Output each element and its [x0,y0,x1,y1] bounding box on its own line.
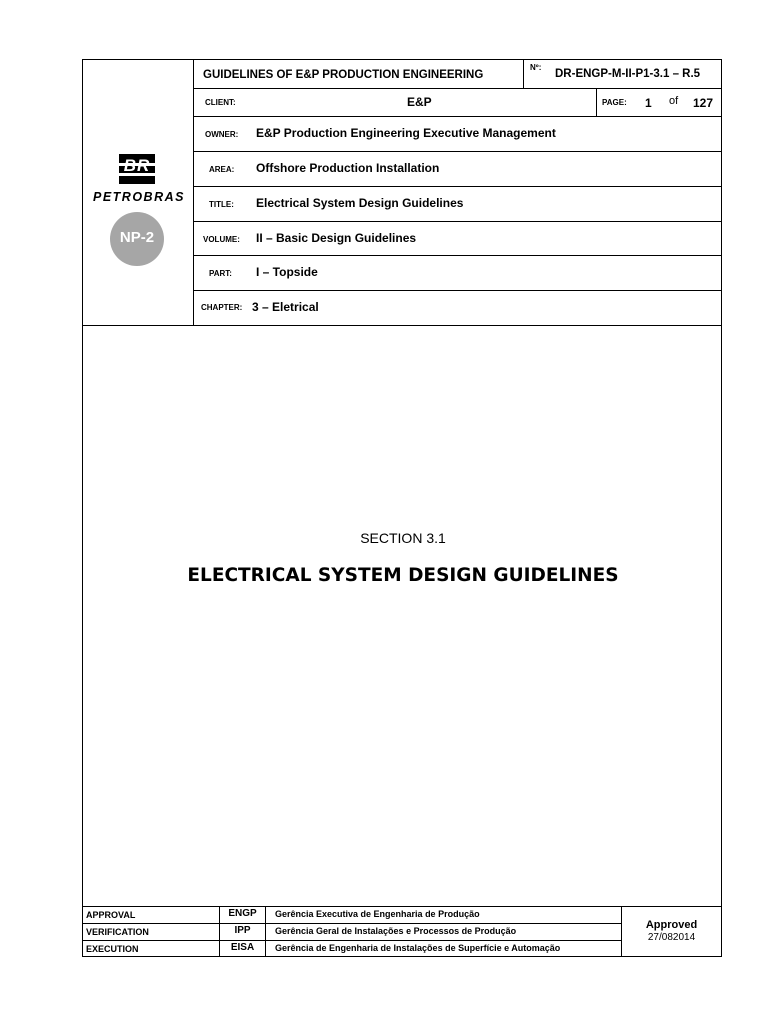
number-label: Nº: [530,63,542,72]
owner-label: OWNER: [205,130,239,139]
approval-code: ENGP [228,908,257,919]
approval-role: APPROVAL [86,910,136,920]
part-value: I – Topside [256,265,318,279]
area-value: Offshore Production Installation [256,161,440,175]
verification-role: VERIFICATION [86,927,149,937]
execution-role: EXECUTION [86,944,139,954]
document-frame [82,59,722,957]
br-logo-text: BR [123,156,151,175]
approval-desc: Gerência Executiva de Engenharia de Produção [275,909,480,919]
header-title: GUIDELINES OF E&P PRODUCTION ENGINEERING [203,69,484,81]
logo-area [83,60,193,325]
client-label: CLIENT: [205,98,236,107]
area-label: AREA: [209,165,235,174]
document-number: DR-ENGP-M-II-P1-3.1 – R.5 [555,68,701,80]
page-current: 1 [645,96,652,110]
part-label: PART: [209,269,232,278]
br-logo [119,154,155,184]
execution-desc: Gerência de Engenharia de Instalações de Superfície e Automação [275,943,561,953]
title-value: Electrical System Design Guidelines [256,196,464,210]
chapter-value: 3 – Eletrical [252,300,319,314]
page-total: 127 [693,96,714,110]
approval-date: 27/082014 [647,932,696,943]
verification-code: IPP [234,925,251,936]
np2-badge-text: NP-2 [119,229,155,246]
volume-label: VOLUME: [203,235,240,244]
execution-code: EISA [230,942,255,953]
chapter-label: CHAPTER: [201,303,243,312]
page-label: PAGE: [602,98,627,107]
title-label: TITLE: [209,200,234,209]
verification-desc: Gerência Geral de Instalações e Processos de Produção [275,926,517,936]
approval-status: Approved [645,919,698,931]
document-title: ELECTRICAL SYSTEM DESIGN GUIDELINES [187,565,619,586]
owner-value: E&P Production Engineering Executive Management [256,126,556,140]
volume-value: II – Basic Design Guidelines [256,231,417,245]
section-number: SECTION 3.1 [360,530,446,546]
client-value: E&P [407,95,432,109]
company-name: PETROBRAS [93,190,185,204]
np2-badge [110,212,164,266]
page-of: of [669,95,679,107]
